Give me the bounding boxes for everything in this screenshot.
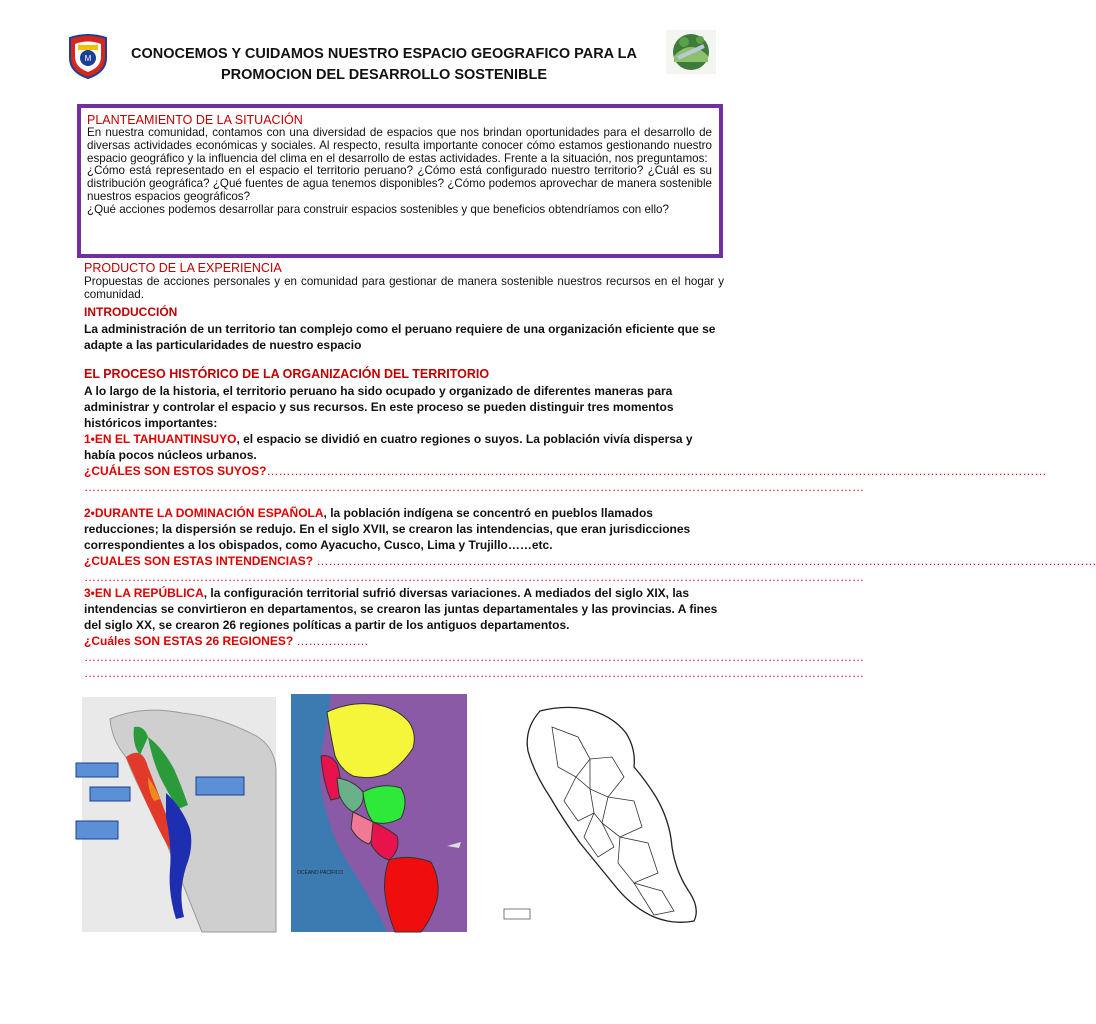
title-line-2: PROMOCION DEL DESARROLLO SOSTENIBLE [220, 67, 547, 83]
product-heading: PRODUCTO DE LA EXPERIENCIA [84, 261, 282, 275]
intendencias-map [291, 694, 467, 932]
question-2: ¿CUALES SON ESTAS INTENDENCIAS? [84, 554, 314, 568]
product-text: Propuestas de acciones personales y en comunidad para gestionar de manera sostenible nuestros recursos en el hogar y comunidad. [84, 275, 724, 301]
moment-3 [84, 585, 726, 633]
question-2-line [84, 553, 1096, 569]
situation-question-final: ¿Qué acciones podemos desarrollar para construir espacios sostenibles y que beneficios obtendríamos con ello? [87, 202, 669, 216]
process-body [84, 383, 1096, 681]
moment-2 [84, 505, 726, 553]
answer-line-2b: …………………………………………………………………………………………………………………………………………………………………………… [84, 570, 864, 584]
situation-box [77, 104, 723, 258]
question-1: ¿CUÁLES SON ESTOS SUYOS? [84, 464, 267, 478]
answer-line-3c: …………………………………………………………………………………………………………………………………………………………………………… [84, 666, 864, 680]
intro-text: La administración de un territorio tan complejo como el peruano requiere de una organización eficiente que se adapte a las particularidades de nuestro espacio [84, 322, 716, 352]
answer-line-3b: …………………………………………………………………………………………………………………………………………………………………………… [84, 650, 864, 664]
moment-3-label: 3•EN LA REPÚBLICA [84, 586, 204, 600]
ocean-label: OCÉANO PACÍFICO [297, 870, 344, 876]
question-3-line [84, 633, 726, 649]
tahuantinsuyo-map [82, 697, 276, 932]
moment-1-text: , el espacio se dividió en cuatro regiones o suyos. La población vivía dispersa y había pocos núcleos urbanos. [84, 432, 693, 462]
situation-questions: ¿Cómo está representado en el espacio el territorio peruano? ¿Cómo está configurado nuestro territorio? ¿Cuál es su distribución geográfica? ¿Qué fuentes de agua tenemos disponibles? ¿Cómo podemos aprovechar de manera sostenible nuestros espacios geográficos? [87, 164, 712, 203]
answer-line-2a: …………………………………………………………………………………………………………………………………………………………………………… [316, 554, 1096, 568]
answer-line-3a: ……………… [296, 634, 369, 648]
answer-line-1a: …………………………………………………………………………………………………………………………………………………………………………… [266, 464, 1047, 478]
moment-2-label: 2•DURANTE LA DOMINACIÓN ESPAÑOLA [84, 506, 324, 520]
product-section [84, 262, 724, 301]
process-intro: A lo largo de la historia, el territorio peruano ha sido ocupado y organizado de diferentes maneras para administrar y controlar el espacio y sus recursos. En este proceso se pueden distinguir tres momentos históricos importantes: [84, 384, 674, 430]
situation-paragraph: En nuestra comunidad, contamos con una diversidad de espacios que nos brindan oportunidades para el desarrollo de diversas actividades económicas y sociales. Al respecto, resulta importante conocer cómo estamos gestionando nuestro espacio geográfico y la influencia del clima en el desarrollo de estas actividades. Frente a la situación, nos preguntamos: [87, 126, 712, 165]
title-line-1: CONOCEMOS Y CUIDAMOS NUESTRO ESPACIO GEOGRAFICO PARA LA [131, 46, 637, 62]
moment-1 [84, 431, 726, 463]
question-3: ¿Cuáles SON ESTAS 26 REGIONES? [84, 634, 294, 648]
environment-logo [664, 28, 718, 76]
situation-heading: PLANTEAMIENTO DE LA SITUACIÓN [87, 113, 303, 127]
page-header [60, 26, 708, 90]
process-heading: EL PROCESO HISTÓRICO DE LA ORGANIZACIÓN DEL TERRITORIO [84, 367, 490, 381]
moment-2-text: , la población indígena se concentró en pueblos llamados reducciones; la dispersión se redujo. En el siglo XVII, se crearon las intendencias, que eran jurisdicciones correspondientes a los obispados, como Ayacucho, Cusco, Lima y Trujillo……etc. [84, 506, 691, 552]
answer-line-1b: …………………………………………………………………………………………………………………………………………………………………………… [84, 480, 864, 494]
moment-3-text: , la configuración territorial sufrió diversas variaciones. A mediados del siglo XIX, las intendencias se convirtieron en departamentos, se crearon las juntas departamentales y las provincias. A fines del siglo XX, se crearon 26 regiones políticas a partir de los antiguos departamentos. [84, 586, 718, 632]
page-title [100, 44, 668, 86]
moment-1-label: 1•EN EL TAHUANTINSUYO [84, 432, 237, 446]
svg-text:M: M [84, 54, 92, 63]
question-1-line [84, 463, 1047, 479]
peru-regions-map [494, 697, 720, 932]
intro-heading: INTRODUCCIÓN [84, 305, 178, 319]
